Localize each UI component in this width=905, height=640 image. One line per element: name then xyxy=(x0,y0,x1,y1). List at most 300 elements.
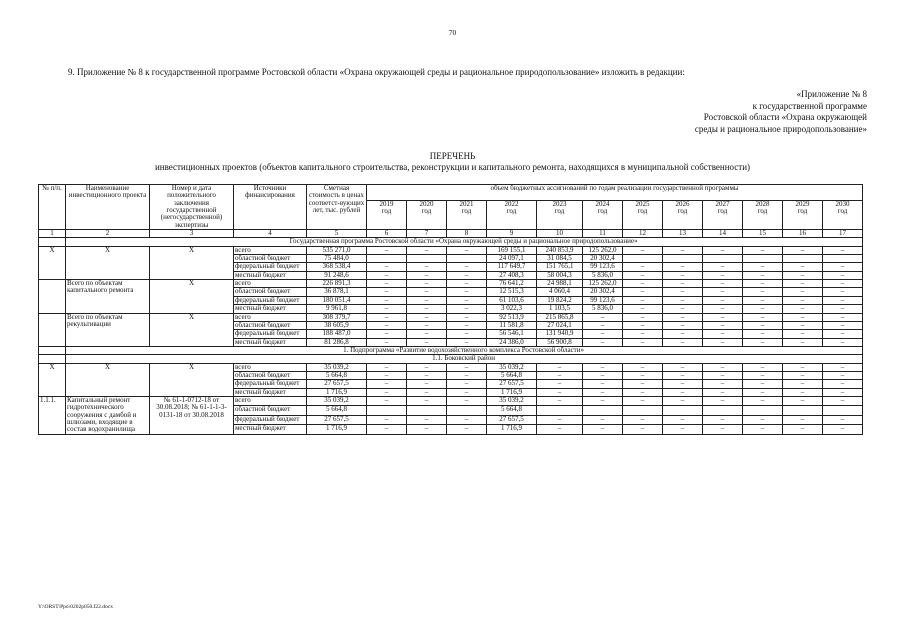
estimated-cost: 91 248,6 xyxy=(307,271,367,279)
investment-projects-table xyxy=(38,184,863,435)
table-row xyxy=(39,280,863,288)
year-amount: – xyxy=(583,338,623,346)
project-name: Х xyxy=(66,246,150,279)
year-amount: – xyxy=(663,321,703,329)
year-amount: 1 103,5 xyxy=(537,305,583,313)
column-number: 3 xyxy=(150,230,234,238)
year-suffix: год xyxy=(717,206,728,215)
funding-source: местный бюджет xyxy=(234,271,307,279)
project-name: Всего по объектам рекультивации xyxy=(66,313,150,346)
year-amount: – xyxy=(623,305,663,313)
year-amount: – xyxy=(623,415,663,424)
year-amount: – xyxy=(367,321,407,329)
district-section: 1.1. Боковский район xyxy=(66,355,863,363)
year-amount: – xyxy=(663,371,703,379)
year-amount: 11 581,8 xyxy=(487,321,537,329)
funding-source: всего xyxy=(234,396,307,405)
year-amount xyxy=(367,406,407,415)
year-amount: – xyxy=(367,313,407,321)
year-amount: – xyxy=(743,280,783,288)
year-header xyxy=(487,200,537,229)
year-amount: – xyxy=(447,280,487,288)
year-amount: – xyxy=(823,380,863,388)
funding-source: федеральный бюджет xyxy=(234,330,307,338)
column-number: 7 xyxy=(407,230,447,238)
column-number: 4 xyxy=(234,230,307,238)
year-amount xyxy=(743,255,783,263)
year-amount: – xyxy=(367,330,407,338)
year-amount: – xyxy=(583,425,623,434)
year-amount: – xyxy=(623,288,663,296)
estimated-cost: 1 716,9 xyxy=(307,388,367,396)
appendix-block xyxy=(695,89,867,136)
year-amount: 1 716,9 xyxy=(487,425,537,434)
year-amount: – xyxy=(783,271,823,279)
column-number: 11 xyxy=(583,230,623,238)
header-name: Наименование инвестиционного проекта xyxy=(66,185,150,230)
year-amount: – xyxy=(703,288,743,296)
year-amount: – xyxy=(623,330,663,338)
year-amount: – xyxy=(823,296,863,304)
estimated-cost: 36 878,1 xyxy=(307,288,367,296)
year-amount: – xyxy=(537,425,583,434)
year-amount: – xyxy=(367,425,407,434)
year-amount: – xyxy=(823,371,863,379)
column-number: 6 xyxy=(367,230,407,238)
year-amount: – xyxy=(663,313,703,321)
year-header xyxy=(703,200,743,229)
header-volume: объем бюджетных ассигнований по годам реализации государственной программы xyxy=(367,185,863,201)
year-value: 2027 xyxy=(715,200,730,208)
project-number xyxy=(39,313,66,346)
year-amount: – xyxy=(663,415,703,424)
year-amount: – xyxy=(743,425,783,434)
funding-source: областной бюджет xyxy=(234,371,307,379)
year-amount: – xyxy=(623,263,663,271)
estimated-cost: 535 271,0 xyxy=(307,246,367,254)
year-value: 2020 xyxy=(419,200,434,208)
year-header xyxy=(783,200,823,229)
year-amount xyxy=(703,406,743,415)
year-amount: – xyxy=(367,415,407,424)
year-amount: – xyxy=(583,330,623,338)
year-value: 2028 xyxy=(755,200,770,208)
year-amount: – xyxy=(783,396,823,405)
year-amount: – xyxy=(703,296,743,304)
year-amount: – xyxy=(407,271,447,279)
column-number: 12 xyxy=(623,230,663,238)
year-value: 2019 xyxy=(379,200,394,208)
project-conclusion: Х xyxy=(150,313,234,346)
estimated-cost: 188 487,0 xyxy=(307,330,367,338)
column-number: 16 xyxy=(783,230,823,238)
year-suffix: год xyxy=(677,206,688,215)
year-amount: – xyxy=(703,330,743,338)
year-amount: – xyxy=(783,425,823,434)
funding-source: областной бюджет xyxy=(234,255,307,263)
null xyxy=(39,346,66,354)
year-amount: – xyxy=(447,396,487,405)
year-amount xyxy=(783,406,823,415)
program-section-row xyxy=(39,238,863,246)
year-amount: – xyxy=(703,246,743,254)
year-amount: – xyxy=(407,363,447,371)
year-suffix: год xyxy=(461,206,472,215)
year-amount xyxy=(783,255,823,263)
year-amount: – xyxy=(447,330,487,338)
year-amount: – xyxy=(783,321,823,329)
year-amount: 35 039,2 xyxy=(487,396,537,405)
year-amount: – xyxy=(367,363,407,371)
year-amount: – xyxy=(783,246,823,254)
column-number: 9 xyxy=(487,230,537,238)
year-amount xyxy=(663,255,703,263)
year-amount: – xyxy=(407,371,447,379)
estimated-cost: 35 039,2 xyxy=(307,396,367,405)
year-amount: – xyxy=(623,388,663,396)
year-suffix: год xyxy=(554,206,565,215)
header-row xyxy=(39,185,863,201)
estimated-cost: 5 664,8 xyxy=(307,371,367,379)
year-amount: – xyxy=(743,380,783,388)
year-amount: – xyxy=(823,288,863,296)
year-amount: 5 836,0 xyxy=(583,305,623,313)
heading-subtitle: инвестиционных проектов (объектов капитального строительства, реконструкции и капитального ремонта, находящихся в муниципальной собственности) xyxy=(154,162,751,173)
estimated-cost: 38 605,9 xyxy=(307,321,367,329)
intro-paragraph: 9. Приложение № 8 к государственной программе Ростовской области «Охрана окружающей среды и рациональное природопользование» изложить в редакции: xyxy=(68,67,685,77)
year-amount: 24 988,1 xyxy=(537,280,583,288)
year-amount: 12 515,3 xyxy=(487,288,537,296)
year-amount: – xyxy=(407,321,447,329)
funding-source: всего xyxy=(234,280,307,288)
year-amount: 31 084,5 xyxy=(537,255,583,263)
year-amount: – xyxy=(783,363,823,371)
year-amount: – xyxy=(703,280,743,288)
year-amount xyxy=(623,406,663,415)
year-amount: – xyxy=(783,296,823,304)
year-suffix: год xyxy=(837,206,848,215)
estimated-cost: 226 891,3 xyxy=(307,280,367,288)
year-amount: – xyxy=(367,280,407,288)
heading-title: ПЕРЕЧЕНЬ xyxy=(429,151,476,161)
year-amount: 1 716,9 xyxy=(487,388,537,396)
year-amount: 215 865,8 xyxy=(537,313,583,321)
year-header xyxy=(537,200,583,229)
year-amount: – xyxy=(663,288,703,296)
year-amount: 117 649,7 xyxy=(487,263,537,271)
year-amount: 92 513,9 xyxy=(487,313,537,321)
year-amount: – xyxy=(537,388,583,396)
year-amount: – xyxy=(583,415,623,424)
file-path-footer: Y:\ORST\Ppo\0202p050.f22.docx xyxy=(38,604,113,610)
year-amount: – xyxy=(407,305,447,313)
year-amount: – xyxy=(743,330,783,338)
year-amount: – xyxy=(823,425,863,434)
year-amount: – xyxy=(623,246,663,254)
year-amount: – xyxy=(367,388,407,396)
year-amount xyxy=(623,255,663,263)
year-header xyxy=(663,200,703,229)
year-amount xyxy=(447,255,487,263)
year-amount: – xyxy=(743,388,783,396)
year-amount: – xyxy=(367,338,407,346)
estimated-cost: 1 716,9 xyxy=(307,425,367,434)
year-amount: – xyxy=(367,271,407,279)
year-amount: 19 824,2 xyxy=(537,296,583,304)
year-amount: – xyxy=(663,280,703,288)
year-amount: – xyxy=(623,371,663,379)
year-amount: – xyxy=(703,263,743,271)
year-amount: – xyxy=(583,380,623,388)
funding-source: областной бюджет xyxy=(234,406,307,415)
year-amount: – xyxy=(623,280,663,288)
year-amount xyxy=(537,406,583,415)
year-amount: – xyxy=(537,371,583,379)
year-amount: – xyxy=(447,313,487,321)
year-amount: – xyxy=(783,388,823,396)
year-amount: – xyxy=(407,296,447,304)
project-number: Х xyxy=(39,363,66,396)
year-amount: 3 022,3 xyxy=(487,305,537,313)
year-value: 2029 xyxy=(795,200,810,208)
column-number: 5 xyxy=(307,230,367,238)
project-conclusion: № 61-1-0712-18 от 30.08.2018; № 61-1-1-3-0131-18 от 30.08.2018 xyxy=(150,396,234,434)
year-amount: 99 123,6 xyxy=(583,296,623,304)
year-amount: – xyxy=(743,305,783,313)
year-amount: – xyxy=(623,271,663,279)
year-amount: – xyxy=(743,338,783,346)
year-amount: 24 097,1 xyxy=(487,255,537,263)
year-amount: – xyxy=(367,263,407,271)
year-amount: – xyxy=(823,313,863,321)
year-amount: 58 004,3 xyxy=(537,271,583,279)
year-amount: – xyxy=(783,305,823,313)
year-amount: – xyxy=(703,271,743,279)
year-header xyxy=(447,200,487,229)
year-amount: – xyxy=(663,246,703,254)
project-name: Капитальный ремонт гидротехнического сооружения с дамбой и шлюзами, входящие в состав водохранилища xyxy=(66,396,150,434)
year-amount: – xyxy=(367,380,407,388)
year-amount: – xyxy=(663,330,703,338)
year-amount: 56 546,1 xyxy=(487,330,537,338)
year-amount: – xyxy=(407,415,447,424)
year-amount: 27 024,1 xyxy=(537,321,583,329)
year-amount: – xyxy=(407,263,447,271)
year-suffix: год xyxy=(757,206,768,215)
year-amount: – xyxy=(663,305,703,313)
year-amount: – xyxy=(823,246,863,254)
appendix-line: «Приложение № 8 xyxy=(796,89,867,99)
null xyxy=(39,238,66,246)
year-amount: – xyxy=(583,396,623,405)
year-amount: – xyxy=(703,305,743,313)
year-suffix: год xyxy=(637,206,648,215)
year-value: 2025 xyxy=(635,200,650,208)
year-amount: – xyxy=(783,371,823,379)
table-row xyxy=(39,396,863,405)
funding-source: федеральный бюджет xyxy=(234,263,307,271)
year-amount: 125 262,0 xyxy=(583,246,623,254)
year-amount: 20 302,4 xyxy=(583,288,623,296)
column-number: 14 xyxy=(703,230,743,238)
year-amount: – xyxy=(447,415,487,424)
year-amount: – xyxy=(583,371,623,379)
year-amount: – xyxy=(407,280,447,288)
year-amount: – xyxy=(783,263,823,271)
appendix-line: среды и рациональное природопользование» xyxy=(694,124,867,135)
year-amount: – xyxy=(447,380,487,388)
estimated-cost: 5 664,8 xyxy=(307,406,367,415)
year-amount: 56 900,8 xyxy=(537,338,583,346)
funding-source: местный бюджет xyxy=(234,388,307,396)
year-amount: – xyxy=(703,363,743,371)
year-amount: – xyxy=(783,280,823,288)
year-value: 2024 xyxy=(595,200,610,208)
year-amount: – xyxy=(743,296,783,304)
year-suffix: год xyxy=(421,206,432,215)
header-cost: Сметная стоимость в ценах соответст-вующих лет, тыс. рублей xyxy=(307,185,367,230)
year-header xyxy=(367,200,407,229)
appendix-line: к государственной программе xyxy=(752,100,867,111)
year-amount: – xyxy=(823,415,863,424)
year-amount: – xyxy=(447,388,487,396)
year-amount: – xyxy=(743,396,783,405)
year-header xyxy=(623,200,663,229)
year-amount: 169 155,1 xyxy=(487,246,537,254)
year-amount: – xyxy=(407,313,447,321)
column-number: 10 xyxy=(537,230,583,238)
null xyxy=(39,355,66,363)
column-number: 13 xyxy=(663,230,703,238)
year-amount: – xyxy=(743,321,783,329)
year-amount: – xyxy=(447,363,487,371)
year-amount: – xyxy=(537,380,583,388)
column-number: 8 xyxy=(447,230,487,238)
year-amount: 99 123,6 xyxy=(583,263,623,271)
year-amount: – xyxy=(783,313,823,321)
year-amount: – xyxy=(407,396,447,405)
year-amount: – xyxy=(447,425,487,434)
year-amount: – xyxy=(663,396,703,405)
year-amount: – xyxy=(703,425,743,434)
year-amount: – xyxy=(823,330,863,338)
year-suffix: год xyxy=(797,206,808,215)
document-heading xyxy=(0,151,905,174)
project-conclusion: Х xyxy=(150,363,234,396)
year-amount: – xyxy=(447,371,487,379)
year-amount: – xyxy=(407,388,447,396)
year-amount: – xyxy=(783,330,823,338)
year-amount: – xyxy=(407,425,447,434)
year-amount: – xyxy=(823,396,863,405)
funding-source: местный бюджет xyxy=(234,305,307,313)
project-number: Х xyxy=(39,246,66,279)
funding-source: областной бюджет xyxy=(234,288,307,296)
estimated-cost: 27 657,5 xyxy=(307,415,367,424)
year-amount: – xyxy=(407,288,447,296)
year-header xyxy=(823,200,863,229)
table-row xyxy=(39,246,863,254)
year-amount: – xyxy=(663,296,703,304)
year-amount: – xyxy=(783,415,823,424)
year-amount: – xyxy=(623,380,663,388)
year-amount: 35 039,2 xyxy=(487,363,537,371)
year-amount: – xyxy=(623,363,663,371)
table-row xyxy=(39,363,863,371)
funding-source: местный бюджет xyxy=(234,425,307,434)
year-amount: – xyxy=(663,363,703,371)
year-value: 2023 xyxy=(552,200,567,208)
year-amount xyxy=(447,406,487,415)
column-number: 1 xyxy=(39,230,66,238)
year-amount: – xyxy=(447,296,487,304)
funding-source: федеральный бюджет xyxy=(234,415,307,424)
year-suffix: год xyxy=(381,206,392,215)
year-amount: – xyxy=(743,415,783,424)
year-amount: 5 664,8 xyxy=(487,371,537,379)
year-amount: – xyxy=(447,305,487,313)
project-conclusion: Х xyxy=(150,246,234,279)
year-value: 2026 xyxy=(675,200,690,208)
year-amount xyxy=(743,406,783,415)
year-amount: – xyxy=(783,380,823,388)
year-amount: – xyxy=(663,388,703,396)
year-amount: – xyxy=(583,321,623,329)
year-amount: 5 664,8 xyxy=(487,406,537,415)
page-number: 70 xyxy=(448,28,457,37)
year-amount: – xyxy=(407,330,447,338)
year-amount: – xyxy=(743,371,783,379)
year-amount: – xyxy=(703,388,743,396)
district-section-row xyxy=(39,355,863,363)
year-amount: – xyxy=(367,305,407,313)
year-value: 2021 xyxy=(459,200,474,208)
year-amount: 27 657,5 xyxy=(487,380,537,388)
year-amount: – xyxy=(537,363,583,371)
year-amount: 76 641,2 xyxy=(487,280,537,288)
project-conclusion: Х xyxy=(150,280,234,313)
year-amount xyxy=(823,255,863,263)
estimated-cost: 9 961,8 xyxy=(307,305,367,313)
year-amount: – xyxy=(783,338,823,346)
project-name: Х xyxy=(66,363,150,396)
column-number: 17 xyxy=(823,230,863,238)
year-amount: – xyxy=(447,263,487,271)
funding-source: федеральный бюджет xyxy=(234,296,307,304)
year-amount: 4 060,4 xyxy=(537,288,583,296)
year-amount: – xyxy=(703,396,743,405)
funding-source: всего xyxy=(234,363,307,371)
year-amount: – xyxy=(367,396,407,405)
program-section: Государственная программа Ростовской области «Охрана окружающей среды и рациональное природопользование» xyxy=(66,238,863,246)
subprogram-section: 1. Подпрограмма «Развитие водохозяйственного комплекса Ростовской области» xyxy=(66,346,863,354)
year-amount: – xyxy=(537,415,583,424)
year-suffix: год xyxy=(597,206,608,215)
year-amount: – xyxy=(703,371,743,379)
year-amount: – xyxy=(743,246,783,254)
year-header xyxy=(743,200,783,229)
table-row xyxy=(39,313,863,321)
year-amount: 240 853,9 xyxy=(537,246,583,254)
year-amount: 27 657,5 xyxy=(487,415,537,424)
estimated-cost: 75 484,0 xyxy=(307,255,367,263)
header-conclusion: Номер и дата положительного заключения государственной (негосударственной) экспертизы xyxy=(150,185,234,230)
subprogram-section-row xyxy=(39,346,863,354)
year-amount: – xyxy=(367,371,407,379)
year-amount: – xyxy=(623,396,663,405)
funding-source: областной бюджет xyxy=(234,321,307,329)
year-amount: – xyxy=(743,363,783,371)
